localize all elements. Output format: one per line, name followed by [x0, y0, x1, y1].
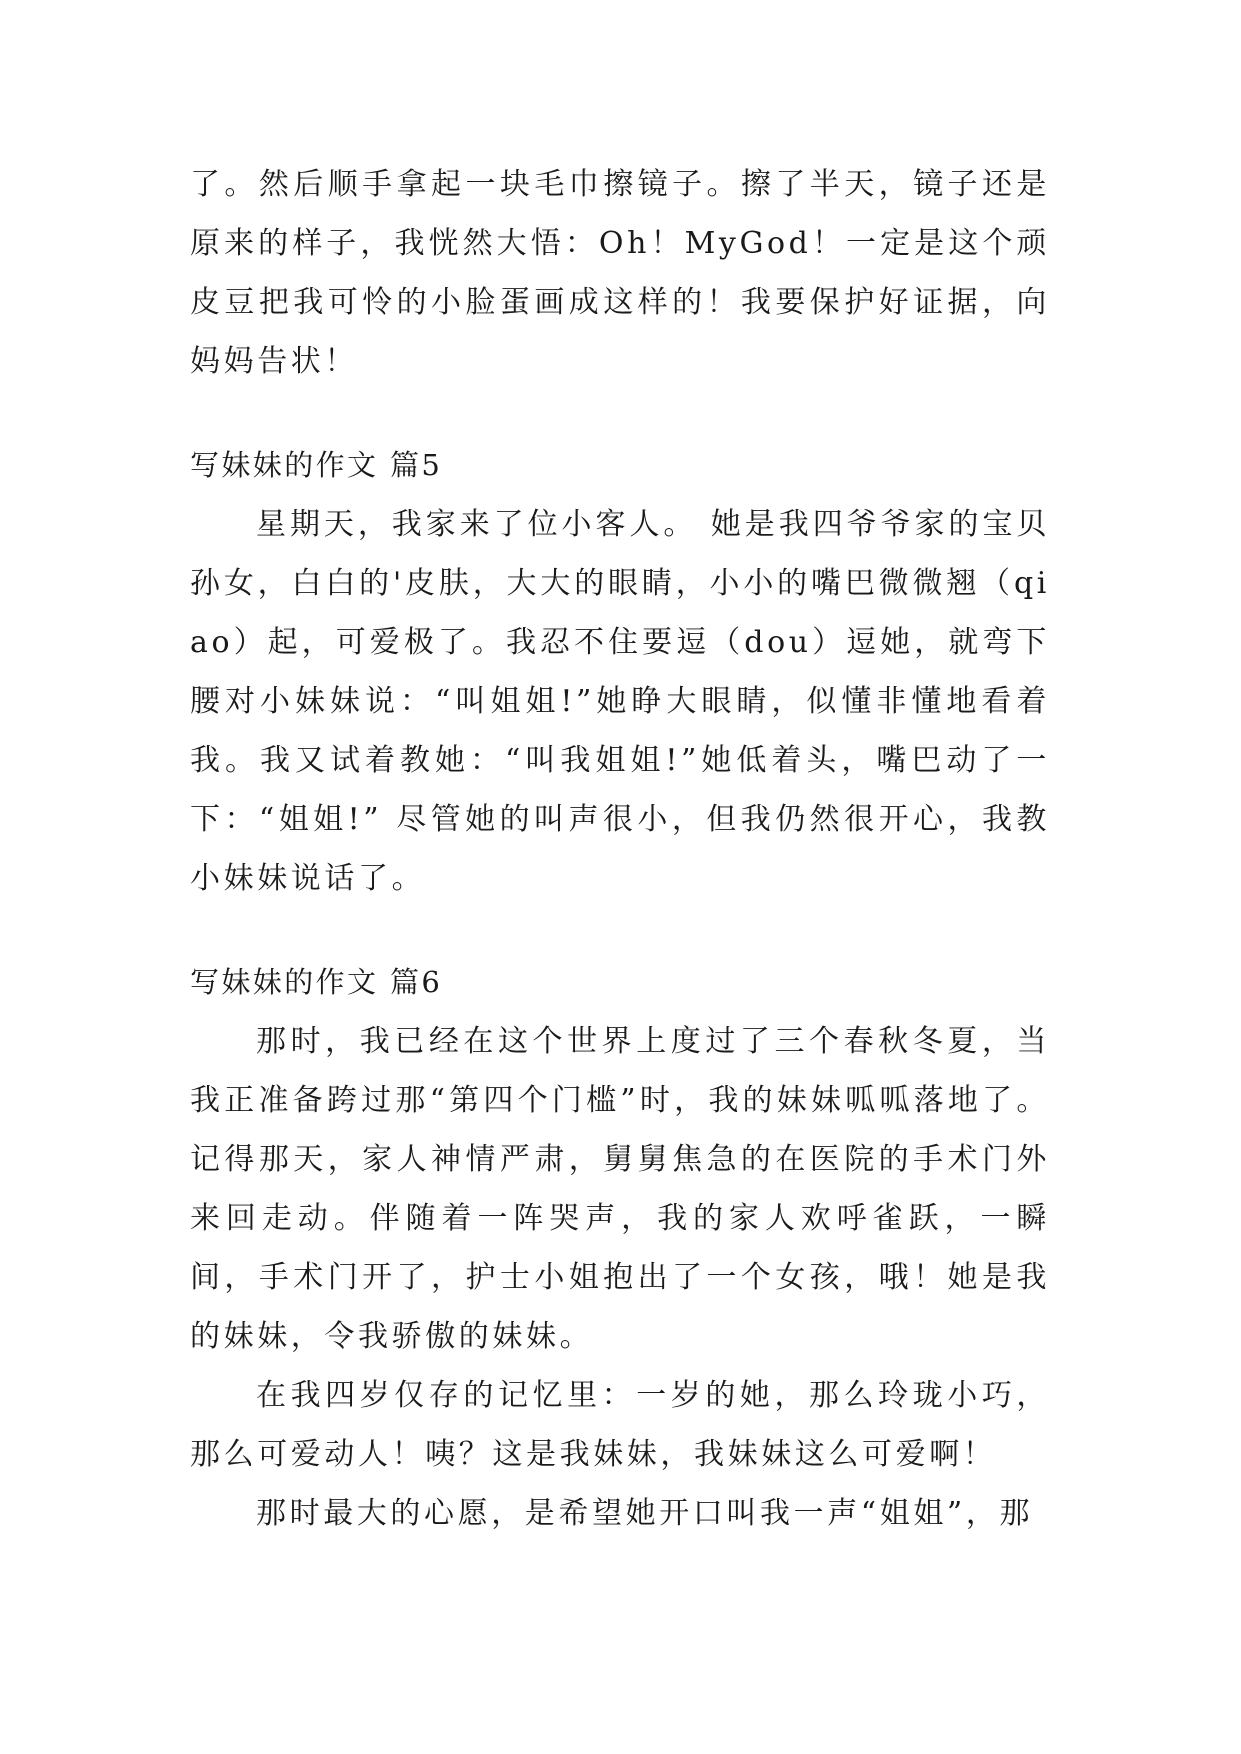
section-6-paragraph-1: 那时，我已经在这个世界上度过了三个春秋冬夏，当我正准备跨过那“第四个门槛”时，我的妹妹呱呱落地了。记得那天，家人神情严肃，舅舅焦急的在医院的手术门外来回走动。伴随着一阵哭声，我的家人欢呼雀跃，一瞬间，手术门开了，护士小姐抱出了一个女孩，哦！她是我的妹妹，令我骄傲的妹妹。: [190, 1024, 1050, 1354]
intro-paragraph: 了。然后顺手拿起一块毛巾擦镜子。擦了半天，镜子还是原来的样子，我恍然大悟：Oh！MyGod！一定是这个顽皮豆把我可怜的小脸蛋画成这样的！我要保护好证据，向妈妈告状！: [190, 167, 1050, 379]
section-spacer: [190, 391, 1050, 436]
section-5-heading: 写妹妹的作文 篇5: [190, 448, 443, 482]
document-page: [190, 155, 1050, 1543]
section-6-paragraph-2: 在我四岁仅存的记忆里：一岁的她，那么玲珑小巧，那么可爱动人！咦？这是我妹妹，我妹妹这么可爱啊！: [190, 1378, 1050, 1472]
section-6-heading: 写妹妹的作文 篇6: [190, 965, 443, 999]
section-5-paragraph-1: 星期天，我家来了位小客人。 她是我四爷爷家的宝贝孙女，白白的'皮肤，大大的眼睛，小小的嘴巴微微翘（qiao）起，可爱极了。我忍不住要逗（dou）逗她，就弯下腰对小妹妹说：“叫姐姐!”她睁大眼睛，似懂非懂地看着我。我又试着教她：“叫我姐姐!”她低着头，嘴巴动了一下：“姐姐!” 尽管她的叫声很小，但我仍然很开心，我教小妹妹说话了。: [190, 507, 1050, 896]
section-spacer: [190, 908, 1050, 953]
section-6-paragraph-3: 那时最大的心愿，是希望她开口叫我一声“姐姐”，那: [256, 1496, 1034, 1531]
